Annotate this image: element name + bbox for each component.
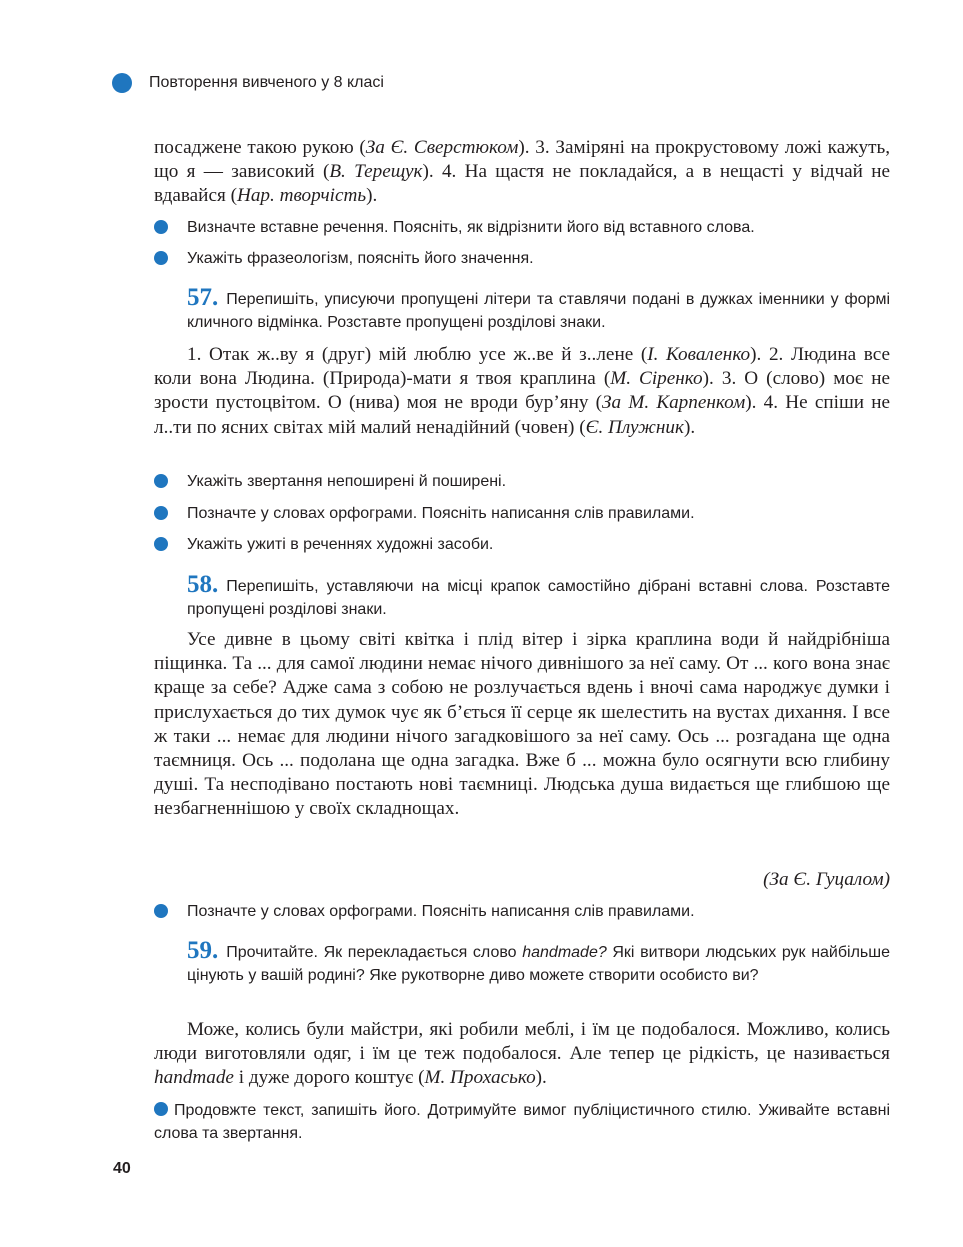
page-header <box>112 70 384 96</box>
section-bullet-icon <box>112 73 132 93</box>
exercise-number: 58. <box>187 571 219 598</box>
source-citation: М. Прохасько <box>424 1067 536 1089</box>
source-citation: Нар. творчість <box>236 185 367 207</box>
task-bullet: Визначте вставне речення. Поясніть, як відрізнити його від вставного слова. <box>154 216 890 239</box>
bullet-icon <box>154 474 168 488</box>
exercise-59-text: Може, колись були майстри, які робили меблі, і їм це подобалося. Можливо, колись люди виготовляли одяг, і їм це теж подобалося. Але тепер це рідкість, це називається handmade і дуже дорого коштує (М. Прохасько). <box>154 1019 890 1089</box>
exercise-57 <box>187 285 890 334</box>
source-citation: В. Терещук <box>329 161 423 183</box>
task-bullet: Позначте у словах орфограми. Поясніть написання слів правилами. <box>154 502 890 525</box>
exercise-59: 59. Прочитайте. Як перекладається слово handmade? Які витвори людських рук найбільше цінують у вашій родині? Яке рукотворне диво можете створити особисто ви? <box>187 937 890 984</box>
exercise-instruction: Перепишіть, уставляючи на місці крапок самостійно дібрані вставні слова. Розставте пропущені розділові знаки. <box>187 578 890 618</box>
task-bullet: Продовжте текст, запишіть його. Дотримуйте вимог публіцистичного стилю. Уживайте вставні слова та звертання. <box>154 1102 890 1142</box>
foreign-word: handmade <box>154 1067 234 1089</box>
author-attribution: (За Є. Гуцалом) <box>763 869 890 890</box>
bullet-icon <box>154 904 168 918</box>
task-bullet: Укажіть звертання непоширені й поширені. <box>154 470 890 493</box>
bullet-icon <box>154 251 168 265</box>
exercise-57-text: 1. Отак ж..ву я (друг) мій люблю усе ж..ве й з..лене (І. Коваленко). 2. Людина все коли вона Людина. (Природа)-мати я твоя краплина (М. Сіренко). 3. О (слово) моє не зрости пустоцвітом. О (нива) моя не вроди бур’яну (За М. Карпенком). 4. Не спіши не л..ти по ясних світах мій малий ненадійний (човен) (Є. Плужник). <box>154 344 890 438</box>
exercise-58 <box>187 572 890 621</box>
task-bullet: Позначте у словах орфограми. Поясніть написання слів правилами. <box>154 900 890 923</box>
task-bullet: Укажіть фразеологізм, поясніть його значення. <box>154 247 890 270</box>
exercise-number: 59. <box>187 937 219 964</box>
exercise-58-text: Усе дивне в цьому світі квітка і плід вітер і зірка краплина води й найдрібніша піщинка. Та ... для самої людини немає нічого дивнішого за неї саму. От ... кого вона знає краще за себе? Адже сама з собою не розлучається вдень і вночі сама народжує думки і прислухається до тих думок чує як б’ється її серце як шелестить на вустах дихання. І все ж таки ... немає для людини нічого загадковішого за неї саму. Ось ... розгадана ще одна таємниця. Ось ... подолана ще одна загадка. Вже б ... можна було осягнути всю глибину душі. Та несподівано постають нові таємниці. Людська душа видається ще глибшою ще незбагненнішою у своїх складнощах. <box>154 629 890 820</box>
task-bullet: Укажіть ужиті в реченнях художні засоби. <box>154 533 890 556</box>
page-number: 40 <box>113 1160 131 1177</box>
intro-paragraph: посаджене такою рукою (За Є. Сверстюком). 3. Заміряні на прокрустовому ложі кажуть, що я — зависокий (В. Терещук). 4. На щастя не покладайся, а в нещасті у відчай не вдавайся (Нар. творчість). <box>154 137 890 207</box>
section-title: Повторення вивченого у 8 класі <box>149 74 384 91</box>
exercise-instruction: Перепишіть, уписуючи пропущені літери та ставлячи подані в дужках іменники у формі кличного відмінка. Розставте пропущені розділові знаки. <box>187 291 890 331</box>
bullet-icon <box>154 1102 168 1116</box>
bullet-icon <box>154 220 168 234</box>
source-citation: За Є. Сверстюком <box>365 137 519 158</box>
exercise-number: 57. <box>187 284 219 311</box>
foreign-word: handmade? <box>522 944 607 961</box>
bullet-icon <box>154 506 168 520</box>
bullet-icon <box>154 537 168 551</box>
